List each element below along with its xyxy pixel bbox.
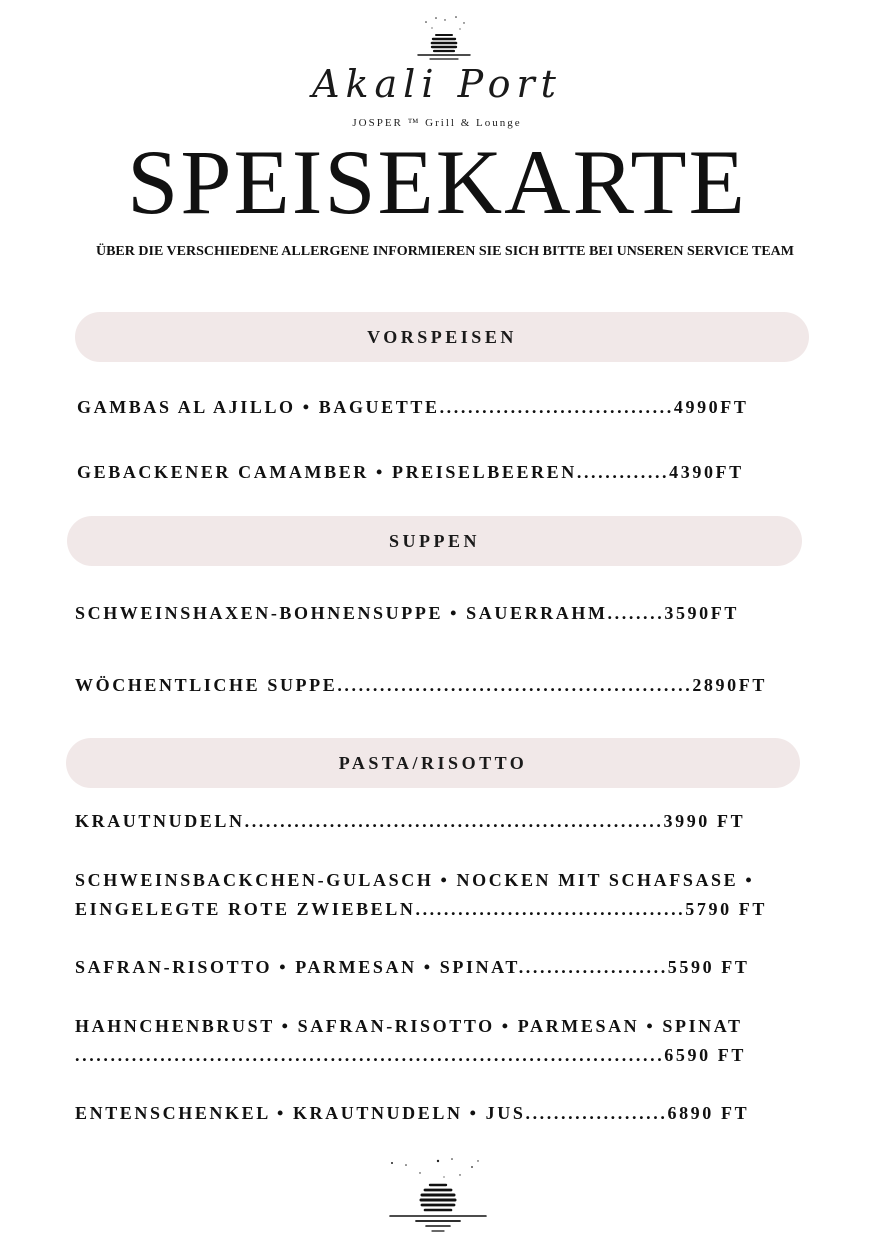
menu-item: KRAUTNUDELN...........................................................3990 FT: [75, 811, 746, 831]
menu-item: ...................................................................................6590 FT: [75, 1045, 747, 1065]
allergen-note: ÜBER DIE VERSCHIEDENE ALLERGENE INFORMIEREN SIE SICH BITTE BEI UNSEREN SERVICE TEAM: [95, 244, 794, 259]
menu-item: ENTENSCHENKEL • KRAUTNUDELN • JUS....................6890 FT: [75, 1103, 750, 1123]
menu-item: EINGELEGTE ROTE ZWIEBELN......................................5790 FT: [75, 899, 767, 919]
menu-item: HAHNCHENBRUST • SAFRAN-RISOTTO • PARMESAN • SPINAT: [75, 1016, 743, 1036]
section-pasta-risotto: [66, 738, 800, 788]
section-title: VORSPEISEN: [367, 326, 517, 347]
page-title: SPEISEKARTE: [127, 131, 747, 233]
sunset-logo-icon: [412, 14, 476, 64]
section-title: SUPPEN: [388, 530, 480, 551]
section-title: PASTA/RISOTTO: [338, 752, 528, 773]
menu-item: SCHWEINSHAXEN-BOHNENSUPPE • SAUERRAHM........3590FT: [75, 603, 739, 623]
menu-item: GEBACKENER CAMAMBER • PREISELBEEREN.............4390FT: [77, 462, 744, 482]
menu-item: SAFRAN-RISOTTO • PARMESAN • SPINAT.....................5590 FT: [75, 957, 750, 977]
brand-name: Akali Port: [312, 62, 562, 106]
menu-item: SCHWEINSBACKCHEN-GULASCH • NOCKEN MIT SCHAFSASE •: [75, 870, 755, 890]
sunset-logo-icon: [386, 1155, 490, 1235]
brand-tagline: JOSPER ™ Grill & Lounge: [352, 117, 522, 129]
menu-item: WÖCHENTLICHE SUPPE..................................................2890FT: [75, 675, 767, 695]
section-vorspeisen: [75, 312, 809, 362]
section-suppen: [67, 516, 802, 566]
menu-item: GAMBAS AL AJILLO • BAGUETTE.................................4990FT: [77, 397, 749, 417]
